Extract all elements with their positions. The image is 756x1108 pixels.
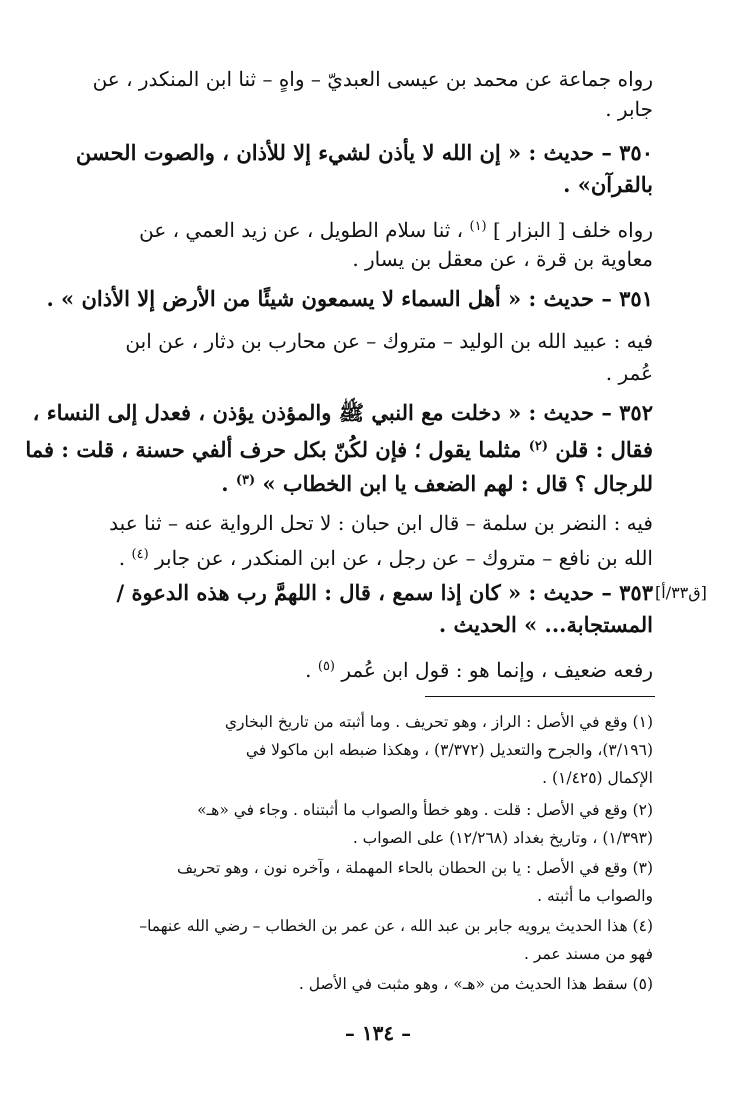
- footnote-ref-1[interactable]: (١): [469, 219, 487, 234]
- narration-352: فيه : النضر بن سلمة – قال ابن حبان : لا تحل الرواية عنه – ثنا عبد: [109, 511, 653, 535]
- footnote-4: (٤) هذا الحديث يرويه جابر بن عبد الله ، عن عمر بن الخطاب – رضي الله عنهما–: [139, 917, 653, 935]
- footnote-3-cont: والصواب ما أثبته .: [537, 887, 653, 905]
- narration-351-cont: عُمر .: [605, 361, 653, 385]
- footnote-2-cont: (١/٣٩٣) ، وتاريخ بغداد (١٢/٢٦٨) على الصواب .: [352, 829, 653, 847]
- footnote-ref-3[interactable]: (٣): [235, 473, 256, 488]
- hadith-350-text: ٣٥٠ – حديث : « إن الله لا يأذن لشيء إلا للأذان ، والصوت الحسن: [75, 140, 653, 165]
- narration-350-cont: معاوية بن قرة ، عن معقل بن يسار .: [352, 247, 653, 271]
- hadith-352-text-end: للرجال ؟ قال : لهم الضعف يا ابن الخطاب » $^{(٣)}$ .: [221, 471, 653, 496]
- hadith-351-text: ٣٥١ – حديث : « أهل السماء لا يسمعون شيئًا من الأرض إلا الأذان » .: [46, 286, 653, 311]
- footnote-4-cont: فهو من مسند عمر .: [523, 945, 653, 963]
- body-text-line: جابر .: [605, 97, 653, 121]
- narration-351: فيه : عبيد الله بن الوليد – متروك – عن محارب بن دثار ، عن ابن: [125, 329, 653, 353]
- hadith-352-text: ٣٥٢ – حديث : « دخلت مع النبي ﷺ والمؤذن يؤذن ، فعدل إلى النساء ،: [32, 400, 653, 425]
- footnote-ref-5[interactable]: (٥): [317, 659, 335, 674]
- body-text-line: رواه جماعة عن محمد بن عيسى العبديّ – واهٍ – ثنا ابن المنكدر ، عن: [92, 67, 653, 91]
- narration-352-cont: الله بن نافع – متروك – عن رجل ، عن ابن المنكدر ، عن جابر $^{(٤)}$ .: [118, 546, 653, 570]
- hadith-353-text: ٣٥٣ – حديث : « كان إذا سمع ، قال : اللهمَّ رب هذه الدعوة /: [116, 580, 653, 605]
- footnote-1-cont: (٣/١٩٦)، والجرح والتعديل (٣/٣٧٢) ، وهكذا ضبطه ابن ماكولا في: [245, 741, 653, 759]
- footnote-ref-2[interactable]: (٢): [528, 439, 549, 454]
- hadith-353-text-cont: المستجابة... » الحديث .: [438, 612, 653, 637]
- narration-350: رواه خلف [ البزار ] $^{(١)}$ ، ثنا سلام الطويل ، عن زيد العمي ، عن: [139, 218, 653, 242]
- hadith-352-text-cont: فقال : قلن $^{(٢)}$ مثلما يقول ؛ فإن لكُنّ بكل حرف ألفي حسنة ، قلت : فما: [25, 437, 653, 462]
- page-number: – ١٣٤ –: [344, 1021, 412, 1045]
- footnote-2: (٢) وقع في الأصل : قلت . وهو خطأ والصواب ما أثبتناه . وجاء في «هـ»: [197, 801, 653, 819]
- footnote-1: (١) وقع في الأصل : الراز ، وهو تحريف . وما أثبته من تاريخ البخاري: [224, 713, 653, 731]
- footnote-divider: [425, 696, 655, 697]
- hadith-350-text-cont: بالقرآن» .: [563, 172, 653, 197]
- footnote-3: (٣) وقع في الأصل : يا بن الحطان بالحاء المهملة ، وآخره نون ، وهو تحريف: [176, 859, 653, 877]
- footnote-ref-4[interactable]: (٤): [131, 547, 149, 562]
- manuscript-folio-ref: [ق٣٣/أ]: [655, 583, 707, 602]
- footnote-5: (٥) سقط هذا الحديث من «هـ» ، وهو مثبت في الأصل .: [298, 975, 653, 993]
- footnote-1-cont: الإكمال (١/٤٢٥) .: [542, 769, 653, 787]
- narration-353: رفعه ضعيف ، وإنما هو : قول ابن عُمر $^{(٥)}$ .: [305, 658, 653, 682]
